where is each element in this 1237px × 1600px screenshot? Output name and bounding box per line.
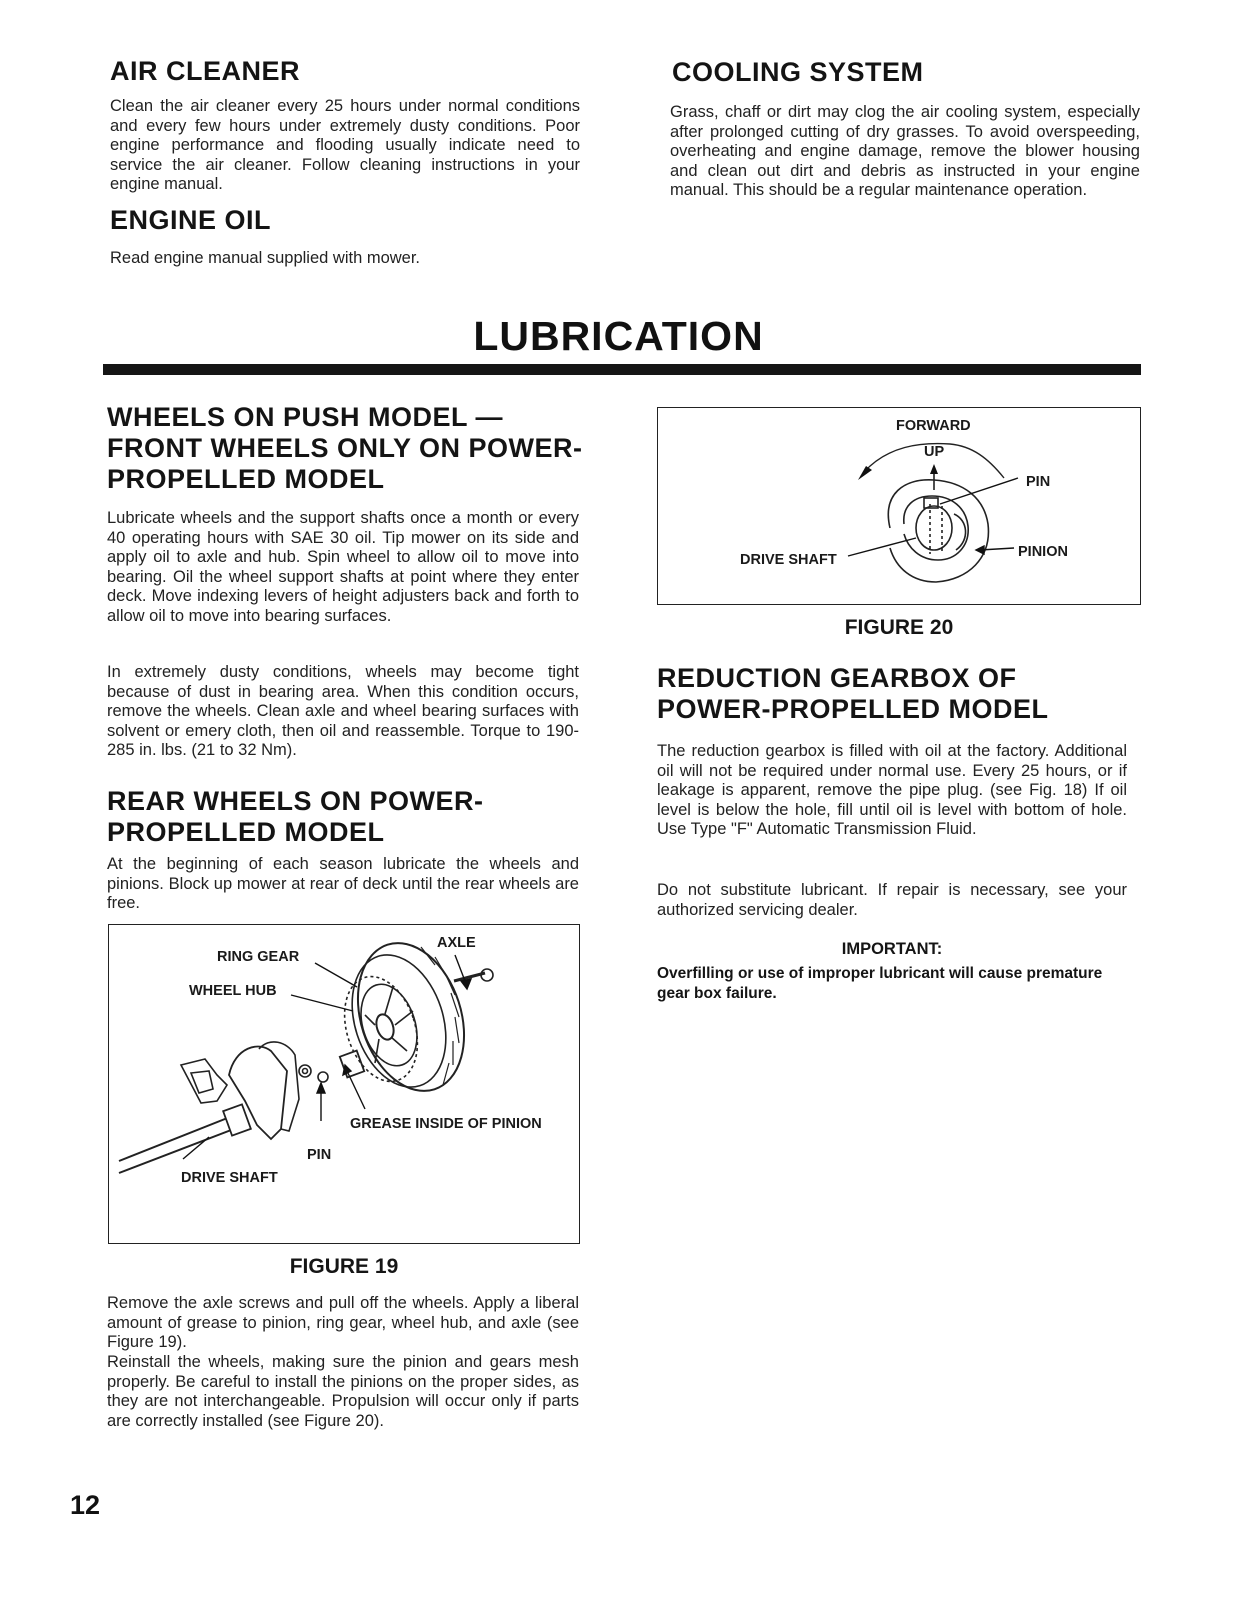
rear-wheels-text-1: At the beginning of each season lubricate the wheels and pinions. Block up mower at rear of deck until the rear wheels are free. — [107, 855, 579, 913]
air-cleaner-heading: AIR CLEANER — [110, 56, 301, 86]
figure-19-box — [108, 924, 580, 1244]
wheels-push-heading: WHEELS ON PUSH MODEL — FRONT WHEELS ONLY ON POWER-PROPELLED MODEL — [107, 402, 583, 494]
up-label: UP — [924, 444, 945, 460]
gearbox-heading: REDUCTION GEARBOX OF POWER-PROPELLED MODEL — [657, 663, 1049, 724]
pinion-orientation-diagram — [658, 408, 1140, 604]
pinion-label: PINION — [1018, 544, 1068, 560]
important-text: Overfilling or use of improper lubricant will cause premature gear box failure. — [657, 965, 1103, 1002]
pin-label-fig20: PIN — [1026, 474, 1051, 490]
grease-label: GREASE INSIDE OF PINION — [350, 1116, 542, 1132]
rear-wheels-heading: REAR WHEELS ON POWER-PROPELLED MODEL — [107, 786, 484, 847]
cooling-system-text: Grass, chaff or dirt may clog the air cooling system, especially after prolonged cutting of dry grasses. To avoid overspeeding, overheating and engine damage, remove the blower housing and clean out dirt and debris as instructed in your engine manual. This should be a regular maintenance operation. — [670, 103, 1140, 200]
pin-label: PIN — [307, 1147, 332, 1163]
figure-20-caption: FIGURE 20 — [844, 616, 954, 639]
rear-wheels-text-3: Reinstall the wheels, making sure the pinion and gears mesh properly. Be careful to install the pinions on the proper sides, as they are not interchangeable. Propulsion will occur only if parts are correctly installed (see Figure 20). — [107, 1353, 579, 1430]
forward-label: FORWARD — [896, 418, 971, 434]
axle-label: AXLE — [437, 935, 476, 951]
wheels-push-text-2: In extremely dusty conditions, wheels may become tight because of dust in bearing area. When this condition occurs, remove the wheels. Clean axle and wheel bearing surfaces with solvent or emery cloth, then oil and reassemble. Torque to 190-285 in. lbs. (21 to 32 Nm). — [107, 663, 579, 760]
rear-wheels-text-2: Remove the axle screws and pull off the wheels. Apply a liberal amount of grease to pinion, ring gear, wheel hub, and axle (see Figure 19). — [107, 1294, 579, 1352]
section-divider — [103, 364, 1141, 375]
wheels-push-text-1: Lubricate wheels and the support shafts once a month or every 40 operating hours with SAE 30 oil. Tip mower on its side and apply oil to axle and hub. Spin wheel to allow oil to move into bearing. Oil the wheel support shafts at point where they enter deck. Move indexing levers of height adjusters back and forth to allow oil to move into bearing surfaces. — [107, 509, 579, 625]
air-cleaner-text: Clean the air cleaner every 25 hours under normal conditions and every few hours under extremely dusty conditions. Poor engine performance and flooding usually indicate need to service the air cleaner. Follow cleaning instructions in your engine manual. — [110, 97, 580, 194]
cooling-system-heading: COOLING SYSTEM — [672, 57, 924, 87]
drive-shaft-label-fig20: DRIVE SHAFT — [740, 552, 837, 568]
figure-20-box — [657, 407, 1141, 605]
engine-oil-text: Read engine manual supplied with mower. — [110, 249, 421, 267]
wheel-hub-label: WHEEL HUB — [189, 983, 277, 999]
engine-oil-heading: ENGINE OIL — [110, 205, 272, 235]
lubrication-title: LUBRICATION — [473, 313, 764, 359]
gearbox-text-2: Do not substitute lubricant. If repair is necessary, see your authorized servicing dealer. — [657, 881, 1127, 919]
figure-19-caption: FIGURE 19 — [289, 1255, 399, 1278]
gearbox-text-1: The reduction gearbox is filled with oil at the factory. Additional oil will not be required under normal use. Every 25 hours, or if leakage is apparent, remove the pipe plug. (see Fig. 18) If oil level is below the hole, fill until oil is level with bottom of hole. Use Type "F" Automatic Transmission Fluid. — [657, 742, 1127, 839]
page-number: 12 — [70, 1490, 101, 1520]
ring-gear-label: RING GEAR — [217, 949, 300, 965]
drive-shaft-label: DRIVE SHAFT — [181, 1170, 278, 1186]
important-heading: IMPORTANT: — [841, 940, 943, 958]
wheel-assembly-diagram — [109, 925, 579, 1243]
